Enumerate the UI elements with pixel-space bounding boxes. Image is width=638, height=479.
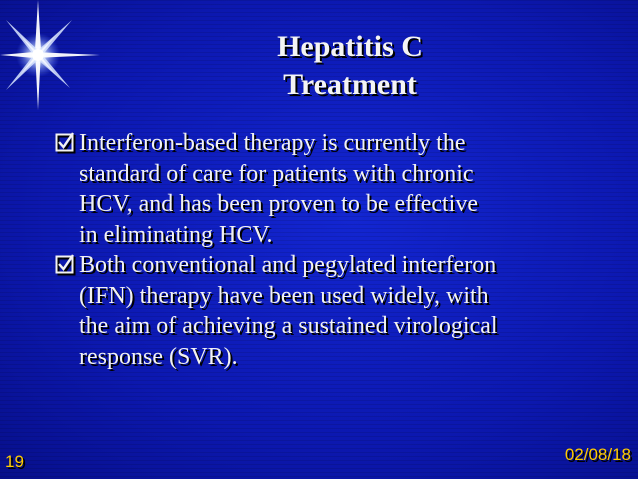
- bullet-item: [55, 128, 625, 250]
- bullet-list: [55, 128, 625, 372]
- bullet-line: Interferon-based therapy is currently the: [79, 130, 466, 156]
- bullet-line: HCV, and has been proven to be effective: [79, 191, 478, 217]
- title-line-1: Hepatitis C: [277, 30, 423, 63]
- bullet-line: (IFN) therapy have been used widely, with: [79, 282, 489, 309]
- checkbox-icon: [55, 132, 75, 152]
- slide-title: [150, 28, 550, 104]
- slide-date: 02/08/18: [564, 445, 631, 464]
- checkbox-icon: [55, 254, 75, 274]
- bullet-line: standard of care for patients with chronic: [79, 160, 474, 187]
- bullet-line: in eliminating HCV.: [79, 221, 273, 248]
- slide-number: 19: [5, 452, 24, 471]
- sparkle-star-icon: [0, 0, 110, 110]
- title-line-2: Treatment: [283, 68, 417, 101]
- bullet-line: Both conventional and pegylated interferon: [79, 252, 497, 278]
- bullet-line: response (SVR).: [79, 343, 238, 370]
- bullet-item: [55, 250, 625, 372]
- bullet-line: the aim of achieving a sustained virological: [79, 313, 498, 339]
